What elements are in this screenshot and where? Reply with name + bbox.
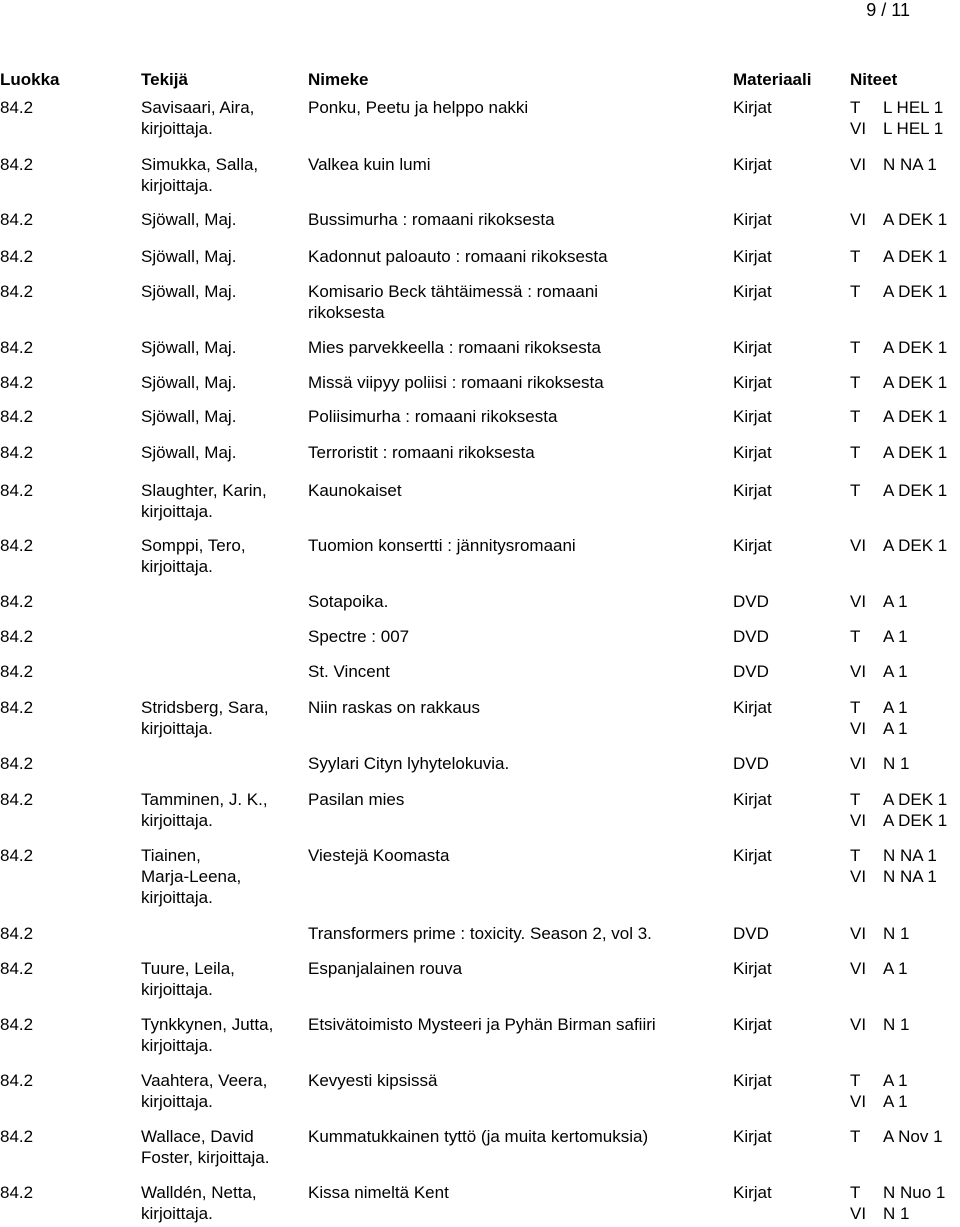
notes-line [850,246,947,267]
title-line: Terroristit : romaani rikoksesta [308,443,535,462]
title-cell [308,442,728,463]
author-line: Tiainen, [141,846,201,865]
material-cell: Kirjat [733,155,772,174]
title-line: Espanjalainen rouva [308,959,463,978]
branch-code: T [850,443,861,462]
notes-cell [850,1070,908,1112]
branch-code: T [850,627,861,646]
notes-line [850,753,909,774]
notes-cell [850,661,908,682]
title-cell [308,372,728,393]
shelf-code: A 1 [883,1092,908,1111]
title-cell [308,845,728,866]
author-line: Sjöwall, Maj. [141,443,237,462]
title-line: Sotapoika. [308,592,389,611]
branch-code: VI [850,1204,867,1223]
title-cell [308,535,728,556]
author-cell [141,246,306,267]
notes-line [850,209,947,230]
author-cell [141,1070,306,1112]
notes-cell [850,535,947,556]
notes-line [850,810,947,831]
class-cell: 84.2 [0,98,34,117]
notes-line [850,1091,908,1112]
author-cell [141,958,306,1000]
notes-line [850,923,909,944]
title-line: Transformers prime : toxicity. Season 2, vol 3. [308,924,652,943]
notes-cell [850,246,947,267]
class-cell: 84.2 [0,407,34,426]
header-material: Materiaali [733,70,812,89]
material-cell: Kirjat [733,481,772,500]
branch-code: VI [850,1015,867,1034]
material-cell: DVD [733,924,769,943]
class-cell: 84.2 [0,282,34,301]
title-line: Kummatukkainen tyttö (ja muita kertomuksia) [308,1127,649,1146]
author-line: kirjoittaja. [141,1036,213,1055]
notes-line [850,406,947,427]
shelf-code: N Nuo 1 [883,1183,946,1202]
title-line: Etsivätoimisto Mysteeri ja Pyhän Birman safiiri [308,1015,656,1034]
notes-cell [850,789,947,831]
author-line: Sjöwall, Maj. [141,210,237,229]
title-cell [308,958,728,979]
title-cell [308,209,728,230]
author-cell [141,480,306,522]
shelf-code: A DEK 1 [883,811,948,830]
title-cell [308,697,728,718]
class-cell: 84.2 [0,210,34,229]
author-cell [141,1014,306,1056]
branch-code: T [850,481,861,500]
author-cell [141,406,306,427]
shelf-code: N 1 [883,754,910,773]
notes-cell [850,1182,945,1224]
shelf-code: A DEK 1 [883,373,948,392]
notes-cell [850,753,909,774]
branch-code: VI [850,210,867,229]
notes-line [850,1070,908,1091]
notes-line [850,626,908,647]
author-line: Walldén, Netta, [141,1183,257,1202]
notes-line [850,337,947,358]
title-cell [308,753,728,774]
shelf-code: A DEK 1 [883,481,948,500]
notes-line [850,718,908,739]
material-cell: Kirjat [733,407,772,426]
title-cell [308,97,728,118]
page-number: 9 / 11 [866,0,910,20]
notes-cell [850,97,943,139]
title-cell [308,337,728,358]
notes-line [850,281,947,302]
class-cell: 84.2 [0,1127,34,1146]
class-cell: 84.2 [0,592,34,611]
author-line: kirjoittaja. [141,119,213,138]
shelf-code: L HEL 1 [883,98,944,117]
title-cell [308,923,728,944]
author-cell [141,154,306,196]
author-cell [141,1182,306,1224]
title-line: Kadonnut paloauto : romaani rikoksesta [308,247,608,266]
title-cell [308,1182,728,1203]
class-cell: 84.2 [0,1183,34,1202]
material-cell: Kirjat [733,247,772,266]
notes-cell [850,480,947,501]
material-cell: DVD [733,662,769,681]
author-line: kirjoittaja. [141,176,213,195]
author-line: Sjöwall, Maj. [141,247,237,266]
title-cell [308,1014,728,1035]
class-cell: 84.2 [0,1071,34,1090]
title-cell [308,1126,728,1147]
author-cell [141,1126,306,1168]
branch-code: T [850,790,861,809]
class-cell: 84.2 [0,790,34,809]
author-cell [141,337,306,358]
title-cell [308,480,728,501]
material-cell: Kirjat [733,536,772,555]
shelf-code: A 1 [883,1071,908,1090]
header-title: Nimeke [308,70,369,89]
shelf-code: A DEK 1 [883,536,948,555]
notes-cell [850,697,908,739]
material-cell: Kirjat [733,443,772,462]
title-line: Spectre : 007 [308,627,410,646]
shelf-code: A 1 [883,719,908,738]
author-cell [141,845,306,908]
title-cell [308,281,728,323]
branch-code: VI [850,662,867,681]
branch-code: T [850,247,861,266]
material-cell: Kirjat [733,98,772,117]
shelf-code: A DEK 1 [883,210,948,229]
class-cell: 84.2 [0,698,34,717]
author-cell [141,281,306,302]
notes-line [850,1126,943,1147]
class-cell: 84.2 [0,373,34,392]
author-line: Tuure, Leila, [141,959,235,978]
author-line: Slaughter, Karin, [141,481,267,500]
branch-code: VI [850,959,867,978]
class-cell: 84.2 [0,443,34,462]
shelf-code: N 1 [883,924,910,943]
notes-line [850,1203,945,1224]
shelf-code: A 1 [883,592,908,611]
author-line: Somppi, Tero, [141,536,246,555]
author-line: kirjoittaja. [141,888,213,907]
notes-cell [850,406,947,427]
author-line: Foster, kirjoittaja. [141,1148,270,1167]
author-cell [141,442,306,463]
notes-cell [850,209,947,230]
branch-code: VI [850,536,867,555]
shelf-code: N 1 [883,1015,910,1034]
branch-code: VI [850,155,867,174]
author-line: Tamminen, J. K., [141,790,268,809]
branch-code: VI [850,867,867,886]
title-cell [308,246,728,267]
material-cell: Kirjat [733,373,772,392]
title-cell [308,591,728,612]
title-line: Mies parvekkeella : romaani rikoksesta [308,338,601,357]
notes-cell [850,337,947,358]
author-cell [141,535,306,577]
notes-line [850,480,947,501]
shelf-code: N NA 1 [883,155,937,174]
notes-cell [850,281,947,302]
shelf-code: A DEK 1 [883,443,948,462]
class-cell: 84.2 [0,247,34,266]
notes-line [850,154,937,175]
notes-line [850,372,947,393]
class-cell: 84.2 [0,155,34,174]
title-line: Tuomion konsertti : jännitysromaani [308,536,576,555]
table-header [0,70,960,94]
class-cell: 84.2 [0,1015,34,1034]
author-line: kirjoittaja. [141,719,213,738]
author-line: kirjoittaja. [141,557,213,576]
shelf-code: A DEK 1 [883,407,948,426]
notes-line [850,789,947,810]
shelf-code: A DEK 1 [883,282,948,301]
notes-line [850,1014,909,1035]
material-cell: DVD [733,592,769,611]
branch-code: T [850,407,861,426]
author-line: Sjöwall, Maj. [141,407,237,426]
author-line: Wallace, David [141,1127,254,1146]
title-line: Ponku, Peetu ja helppo nakki [308,98,529,117]
class-cell: 84.2 [0,662,34,681]
title-line: Niin raskas on rakkaus [308,698,480,717]
notes-line [850,697,908,718]
class-cell: 84.2 [0,481,34,500]
author-line: kirjoittaja. [141,1204,213,1223]
branch-code: T [850,373,861,392]
class-cell: 84.2 [0,959,34,978]
material-cell: DVD [733,754,769,773]
notes-cell [850,154,937,175]
material-cell: Kirjat [733,959,772,978]
author-line: kirjoittaja. [141,980,213,999]
branch-code: T [850,1127,861,1146]
shelf-code: A 1 [883,698,908,717]
material-cell: Kirjat [733,1071,772,1090]
class-cell: 84.2 [0,536,34,555]
shelf-code: A DEK 1 [883,338,948,357]
author-line: Sjöwall, Maj. [141,373,237,392]
branch-code: VI [850,1092,867,1111]
header-class: Luokka [0,70,60,89]
shelf-code: A 1 [883,662,908,681]
shelf-code: L HEL 1 [883,119,944,138]
branch-code: VI [850,754,867,773]
title-line: Pasilan mies [308,790,405,809]
shelf-code: A DEK 1 [883,790,948,809]
author-line: kirjoittaja. [141,811,213,830]
class-cell: 84.2 [0,924,34,943]
title-cell [308,789,728,810]
header-notes: Niteet [850,70,898,89]
shelf-code: N NA 1 [883,846,937,865]
title-line: St. Vincent [308,662,390,681]
notes-cell [850,958,908,979]
notes-cell [850,1014,909,1035]
notes-cell [850,591,908,612]
title-line: Poliisimurha : romaani rikoksesta [308,407,558,426]
material-cell: Kirjat [733,698,772,717]
shelf-code: A 1 [883,959,908,978]
branch-code: T [850,846,861,865]
notes-cell [850,442,947,463]
title-line: Kevyesti kipsissä [308,1071,438,1090]
branch-code: VI [850,592,867,611]
notes-line [850,535,947,556]
title-line: Missä viipyy poliisi : romaani rikoksesta [308,373,604,392]
branch-code: VI [850,119,867,138]
author-cell [141,697,306,739]
material-cell: Kirjat [733,846,772,865]
author-cell [141,789,306,831]
branch-code: VI [850,811,867,830]
material-cell: DVD [733,627,769,646]
notes-line [850,97,943,118]
author-cell [141,97,306,139]
branch-code: T [850,1183,861,1202]
title-line: Valkea kuin lumi [308,155,431,174]
author-line: Sjöwall, Maj. [141,338,237,357]
author-line: kirjoittaja. [141,1092,213,1111]
notes-line [850,661,908,682]
author-line: Simukka, Salla, [141,155,259,174]
title-line: Viestejä Koomasta [308,846,450,865]
shelf-code: N 1 [883,1204,910,1223]
title-line: Bussimurha : romaani rikoksesta [308,210,555,229]
title-cell [308,154,728,175]
material-cell: Kirjat [733,338,772,357]
author-line: Stridsberg, Sara, [141,698,269,717]
title-line: Komisario Beck tähtäimessä : romaani [308,282,599,301]
title-line: Kissa nimeltä Kent [308,1183,449,1202]
notes-cell [850,626,908,647]
notes-line [850,1182,945,1203]
notes-line [850,442,947,463]
branch-code: T [850,282,861,301]
title-cell [308,626,728,647]
title-cell [308,406,728,427]
notes-line [850,118,943,139]
material-cell: Kirjat [733,1015,772,1034]
notes-cell [850,923,909,944]
author-line: Marja-Leena, [141,867,242,886]
author-cell [141,372,306,393]
author-line: Savisaari, Aira, [141,98,255,117]
material-cell: Kirjat [733,282,772,301]
author-line: Tynkkynen, Jutta, [141,1015,274,1034]
class-cell: 84.2 [0,754,34,773]
header-author: Tekijä [141,70,188,89]
class-cell: 84.2 [0,338,34,357]
notes-line [850,866,937,887]
title-line: Kaunokaiset [308,481,402,500]
class-cell: 84.2 [0,627,34,646]
author-line: kirjoittaja. [141,502,213,521]
title-line: Syylari Cityn lyhytelokuvia. [308,754,510,773]
notes-line [850,958,908,979]
notes-cell [850,1126,943,1147]
shelf-code: A DEK 1 [883,247,948,266]
notes-line [850,845,937,866]
notes-cell [850,372,947,393]
author-line: Sjöwall, Maj. [141,282,237,301]
branch-code: T [850,698,861,717]
shelf-code: N NA 1 [883,867,937,886]
author-cell [141,209,306,230]
branch-code: T [850,98,861,117]
title-cell [308,1070,728,1091]
title-cell [308,661,728,682]
branch-code: T [850,338,861,357]
branch-code: VI [850,719,867,738]
notes-cell [850,845,937,887]
material-cell: Kirjat [733,1127,772,1146]
material-cell: Kirjat [733,1183,772,1202]
class-cell: 84.2 [0,846,34,865]
author-line: Vaahtera, Veera, [141,1071,268,1090]
notes-line [850,591,908,612]
branch-code: VI [850,924,867,943]
shelf-code: A 1 [883,627,908,646]
material-cell: Kirjat [733,210,772,229]
branch-code: T [850,1071,861,1090]
title-line: rikoksesta [308,303,385,322]
shelf-code: A Nov 1 [883,1127,943,1146]
material-cell: Kirjat [733,790,772,809]
